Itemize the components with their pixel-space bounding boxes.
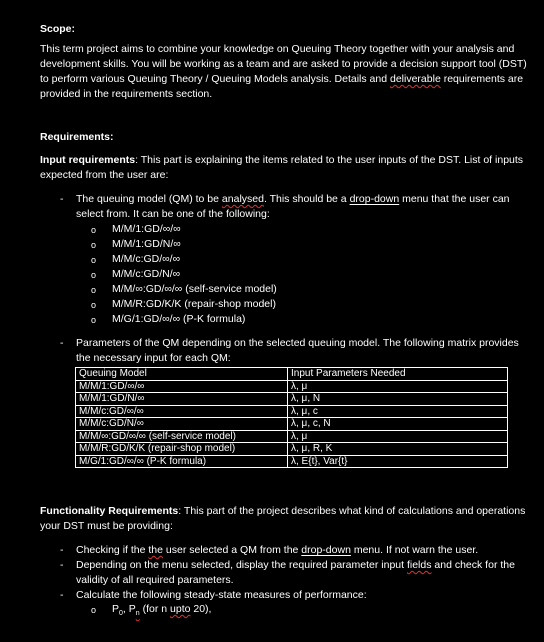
scope-line-4: provided in the requirements section.	[40, 88, 213, 100]
bullet-1-line-1: The queuing model (QM) to be analysed. This should be a drop-down menu that the user can	[76, 193, 510, 205]
circle-bullet-icon: o	[91, 315, 97, 325]
table-row	[76, 418, 508, 431]
table-header-cell: Queuing Model	[76, 368, 288, 381]
bullet-dash: -	[60, 544, 64, 556]
model-item: M/M/c:GD/N/∞	[112, 268, 181, 280]
table-cell: M/M/c:GD/∞/∞	[76, 405, 288, 418]
model-item: M/M/R:GD/K/K (repair-shop model)	[112, 298, 276, 310]
table-cell: M/M/∞:GD/∞/∞ (self-service model)	[76, 430, 288, 443]
bullet-dash: -	[60, 193, 64, 205]
table-row	[76, 430, 508, 443]
table-row	[76, 443, 508, 456]
table-cell: M/M/c:GD/N/∞	[76, 418, 288, 431]
bullet-2-line-2: the necessary input for each QM:	[76, 352, 231, 364]
table-cell: λ, μ, c	[288, 405, 508, 418]
functionality-item-3: Calculate the following steady-state measures of performance:	[76, 589, 367, 601]
functionality-line-2: your DST must be providing:	[40, 520, 173, 532]
scope-heading: Scope:	[40, 23, 76, 35]
requirements-heading: Requirements:	[40, 131, 114, 143]
circle-bullet-icon: o	[91, 300, 97, 310]
functionality-item-2: Depending on the menu selected, display the required parameter input fields and check for the	[76, 559, 515, 571]
table-cell: M/M/1:GD/N/∞	[76, 393, 288, 406]
circle-bullet-icon: o	[91, 605, 97, 615]
table-row	[76, 405, 508, 418]
circle-bullet-icon: o	[91, 270, 97, 280]
circle-bullet-icon: o	[91, 255, 97, 265]
input-requirements-line-2: expected from the user are:	[40, 169, 169, 181]
table-cell: λ, μ, c, N	[288, 418, 508, 431]
scope-line-1: This term project aims to combine your knowledge on Queuing Theory together with your analysis and	[40, 43, 515, 55]
qm-parameter-table	[75, 367, 508, 468]
table-cell: λ, μ	[288, 430, 508, 443]
circle-bullet-icon: o	[91, 240, 97, 250]
table-cell: M/G/1:GD/∞/∞ (P-K formula)	[76, 455, 288, 468]
table-row	[76, 393, 508, 406]
table-cell: M/M/R:GD/K/K (repair-shop model)	[76, 443, 288, 456]
scope-line-2: development skills. You will be working as a team and are asked to provide a decision support tool (DST)	[40, 58, 527, 70]
table-cell: M/M/1:GD/∞/∞	[76, 380, 288, 393]
bullet-dash: -	[60, 589, 64, 601]
functionality-item-1: Checking if the the user selected a QM from the drop-down menu. If not warn the user.	[76, 544, 479, 556]
table-header-cell: Input Parameters Needed	[288, 368, 508, 381]
table-cell: λ, E{t}, Var{t}	[288, 455, 508, 468]
model-item: M/G/1:GD/∞/∞ (P-K formula)	[112, 313, 246, 325]
table-cell: λ, μ	[288, 380, 508, 393]
table-row	[76, 380, 508, 393]
model-item: M/M/∞:GD/∞/∞ (self-service model)	[112, 283, 277, 295]
functionality-item-2-line-2: validity of all required parameters.	[76, 574, 234, 586]
circle-bullet-icon: o	[91, 285, 97, 295]
bullet-2-line-1: Parameters of the QM depending on the selected queuing model. The following matrix provides	[76, 337, 519, 349]
table-cell: λ, μ, N	[288, 393, 508, 406]
table-row	[76, 455, 508, 468]
bullet-dash: -	[60, 559, 64, 571]
table-cell: λ, μ, R, K	[288, 443, 508, 456]
model-item: M/M/c:GD/∞/∞	[112, 253, 181, 265]
scope-line-3: to perform various Queuing Theory / Queuing Models analysis. Details and deliverable requirements are	[40, 73, 524, 85]
functionality-line-1: Functionality Requirements: This part of the project describes what kind of calculations and operations	[40, 505, 526, 517]
model-item: M/M/1:GD/∞/∞	[112, 223, 181, 235]
table-header-row	[76, 368, 508, 381]
misspelled-word: deliverable	[390, 73, 441, 85]
bullet-1-line-2: select from. It can be one of the following:	[76, 208, 270, 220]
model-item: M/M/1:GD/N/∞	[112, 238, 181, 250]
bullet-dash: -	[60, 337, 64, 349]
performance-measure-item: $P_0$, $P_n$ (for n upto 20),	[112, 603, 212, 618]
circle-bullet-icon: o	[91, 225, 97, 235]
input-requirements-line-1: Input requirements: This part is explaining the items related to the user inputs of the DST. List of inputs	[40, 154, 524, 166]
